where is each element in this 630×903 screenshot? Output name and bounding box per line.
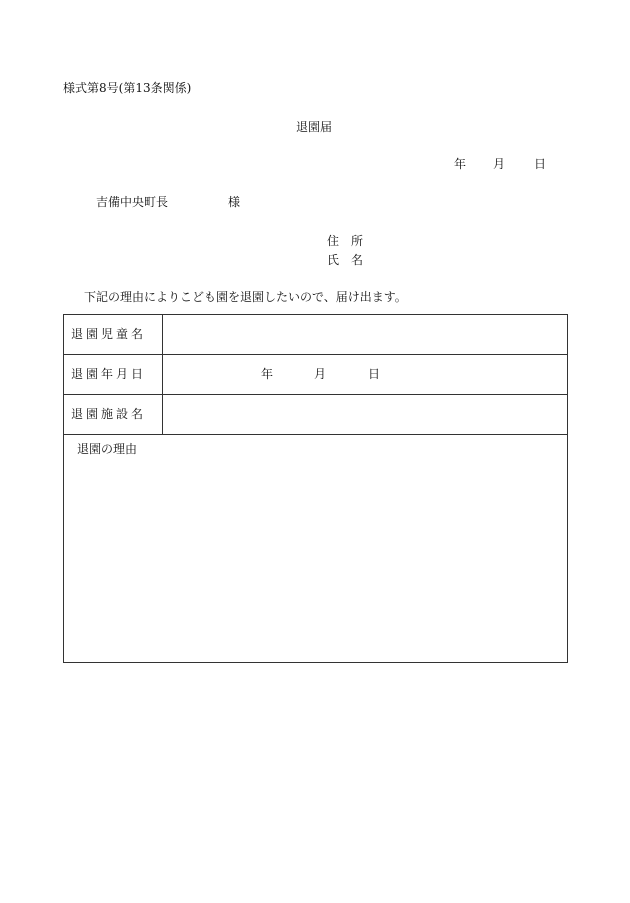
- withdrawal-date-row: [64, 355, 567, 395]
- withdrawal-reason-field[interactable]: [64, 435, 567, 662]
- withdrawal-reason-label: 退園の理由: [77, 442, 138, 456]
- withdrawal-month-label: 月: [314, 367, 327, 381]
- facility-name-row: [64, 395, 567, 435]
- applicant-name-label: 氏 名: [327, 253, 364, 267]
- withdrawal-date-label: 退園年月日: [64, 355, 163, 394]
- date-month-label: 月: [493, 157, 506, 171]
- facility-name-field[interactable]: [164, 395, 567, 434]
- facility-name-label: 退園施設名: [64, 395, 163, 434]
- withdrawal-date-field[interactable]: [164, 355, 567, 394]
- form-number: 様式第8号(第13条関係): [63, 81, 192, 95]
- honorific: 様: [228, 195, 241, 209]
- child-name-label: 退園児童名: [64, 315, 163, 354]
- statement-text: 下記の理由によりこども園を退園したいので、届け出ます。: [84, 290, 407, 304]
- date-day-label: 日: [534, 157, 547, 171]
- child-name-field[interactable]: [164, 315, 567, 354]
- child-name-row: [64, 315, 567, 355]
- addressee: 吉備中央町長: [96, 195, 169, 209]
- applicant-address-label: 住 所: [327, 234, 364, 248]
- date-year-label: 年: [454, 157, 467, 171]
- withdrawal-day-label: 日: [368, 367, 381, 381]
- withdrawal-form-table: [63, 314, 568, 663]
- document-title: 退園届: [296, 120, 333, 134]
- withdrawal-year-label: 年: [261, 367, 274, 381]
